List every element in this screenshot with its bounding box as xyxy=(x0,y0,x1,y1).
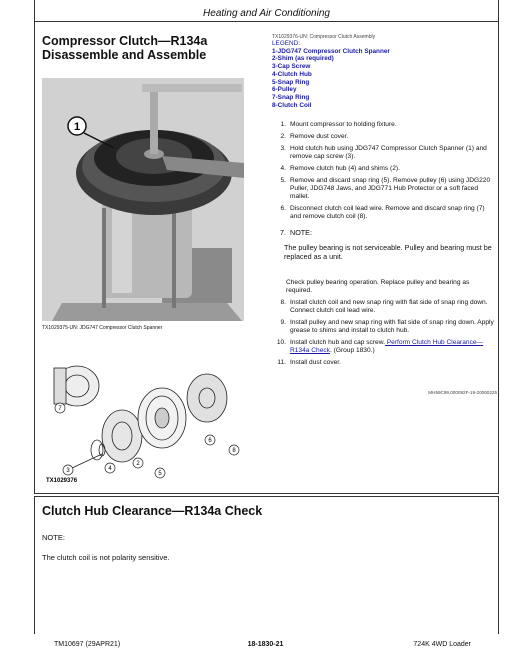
photo-caption: TX1029375-UN: JDG747 Compressor Clutch Spanner xyxy=(42,325,163,331)
step-number: 2. xyxy=(280,133,286,140)
step-number: 10. xyxy=(276,339,286,346)
step-number: 3. xyxy=(280,145,286,152)
clutch-exploded-diagram xyxy=(42,358,247,485)
step xyxy=(272,145,494,161)
step-text: Install dust cover. xyxy=(290,359,341,366)
step-text: Disconnect clutch coil lead wire. Remove and discard snap ring (7) and remove clutch coil (8). xyxy=(290,205,485,220)
step-text: Remove clutch hub (4) and shims (2). xyxy=(290,165,400,172)
step-number: 11. xyxy=(277,359,286,366)
legend-item: 4-Clutch Hub xyxy=(272,70,312,78)
page-header-title: Heating and Air Conditioning xyxy=(203,8,330,19)
step-note xyxy=(272,229,494,237)
footer-page-number: 18-1830-21 xyxy=(247,641,284,648)
step xyxy=(272,319,494,335)
legend-item: 3-Cap Screw xyxy=(272,63,311,71)
section-clutch-hub-clearance xyxy=(34,496,499,634)
legend-source: TX1029376-UN: Compressor Clutch Assembly xyxy=(272,34,376,40)
compressor-photo xyxy=(42,78,244,321)
note-body: The pulley bearing is not serviceable. Pulley and bearing must be replaced as a unit. xyxy=(284,243,492,261)
callout-5: 5 xyxy=(158,471,162,477)
step-text: Remove dust cover. xyxy=(290,133,349,140)
callout-3: 3 xyxy=(66,468,70,474)
callout-6: 6 xyxy=(208,438,212,444)
note-label: NOTE: xyxy=(42,533,65,542)
step xyxy=(272,165,494,173)
step-number: 7. xyxy=(280,228,286,237)
note-sub: Check pulley bearing operation. Replace pulley and bearing as required. xyxy=(286,279,470,294)
clearance-check-link[interactable]: Perform Clutch Hub Clearance—R134a Check xyxy=(290,339,484,354)
diagram-label: TX1029376 xyxy=(46,478,78,484)
step-text-suffix: . (Group 1830.) xyxy=(329,347,375,354)
note-body: The clutch coil is not polarity sensitive. xyxy=(42,553,170,562)
step xyxy=(272,205,494,221)
step-number: 9. xyxy=(280,319,286,326)
callout-4: 4 xyxy=(108,466,112,472)
step-number: 8. xyxy=(280,299,286,306)
reference-code: MH59C99,000092F-19-20060225 xyxy=(428,390,497,395)
legend-item: 8-Clutch Coil xyxy=(272,101,312,109)
step-text: Hold clutch hub using JDG747 Compressor Clutch Spanner (1) and remove cap screw (3). xyxy=(290,145,487,160)
callout-7: 7 xyxy=(58,406,62,412)
callout-2: 2 xyxy=(136,461,140,467)
footer-manual-id: TM10697 (29APR21) xyxy=(54,641,121,648)
legend-item: 5-Snap Ring xyxy=(272,78,310,86)
step-text: Install clutch hub and cap screw. xyxy=(290,339,385,346)
step xyxy=(272,133,494,141)
callout-8: 8 xyxy=(232,448,236,454)
step-text: Mount compressor to holding fixture. xyxy=(290,121,397,128)
step-text: Install clutch coil and new snap ring with flat side of snap ring down. Connect clutch coil lead wire. xyxy=(290,299,488,314)
step xyxy=(272,299,494,315)
legend-item: 1-JDG747 Compressor Clutch Spanner xyxy=(272,47,390,55)
section-title: Clutch Hub Clearance—R134a Check xyxy=(42,504,263,518)
note-label: NOTE: xyxy=(290,228,312,237)
procedure-steps xyxy=(272,121,494,371)
step xyxy=(272,339,494,355)
step-number: 4. xyxy=(280,165,286,172)
step-text: Install pulley and new snap ring with flat side of snap ring down. Apply grease to shims and install to clutch hub. xyxy=(290,319,494,334)
step-number: 1. xyxy=(280,121,286,128)
header-frame xyxy=(34,0,499,22)
step xyxy=(272,121,494,129)
section-compressor-clutch xyxy=(34,21,499,494)
step-text: Remove and discard snap ring (5). Remove pulley (6) using JDG220 Puller, JDG748 Jaws, and JDG771 Hub Protector or a soft faced mallet. xyxy=(290,177,491,200)
legend-heading: LEGEND: xyxy=(272,40,301,47)
photo-callout-1: 1 xyxy=(73,121,81,133)
step-number: 5. xyxy=(280,177,286,184)
step xyxy=(272,359,494,367)
step xyxy=(272,177,494,201)
legend-item: 7-Snap Ring xyxy=(272,93,310,101)
legend xyxy=(272,34,497,109)
section-title: Compressor Clutch—R134a Disassemble and Assemble xyxy=(42,34,208,62)
legend-item: 2-Shim (as required) xyxy=(272,55,334,63)
legend-item: 6-Pulley xyxy=(272,86,297,94)
step-number: 6. xyxy=(280,205,286,212)
footer-model: 724K 4WD Loader xyxy=(413,641,471,648)
